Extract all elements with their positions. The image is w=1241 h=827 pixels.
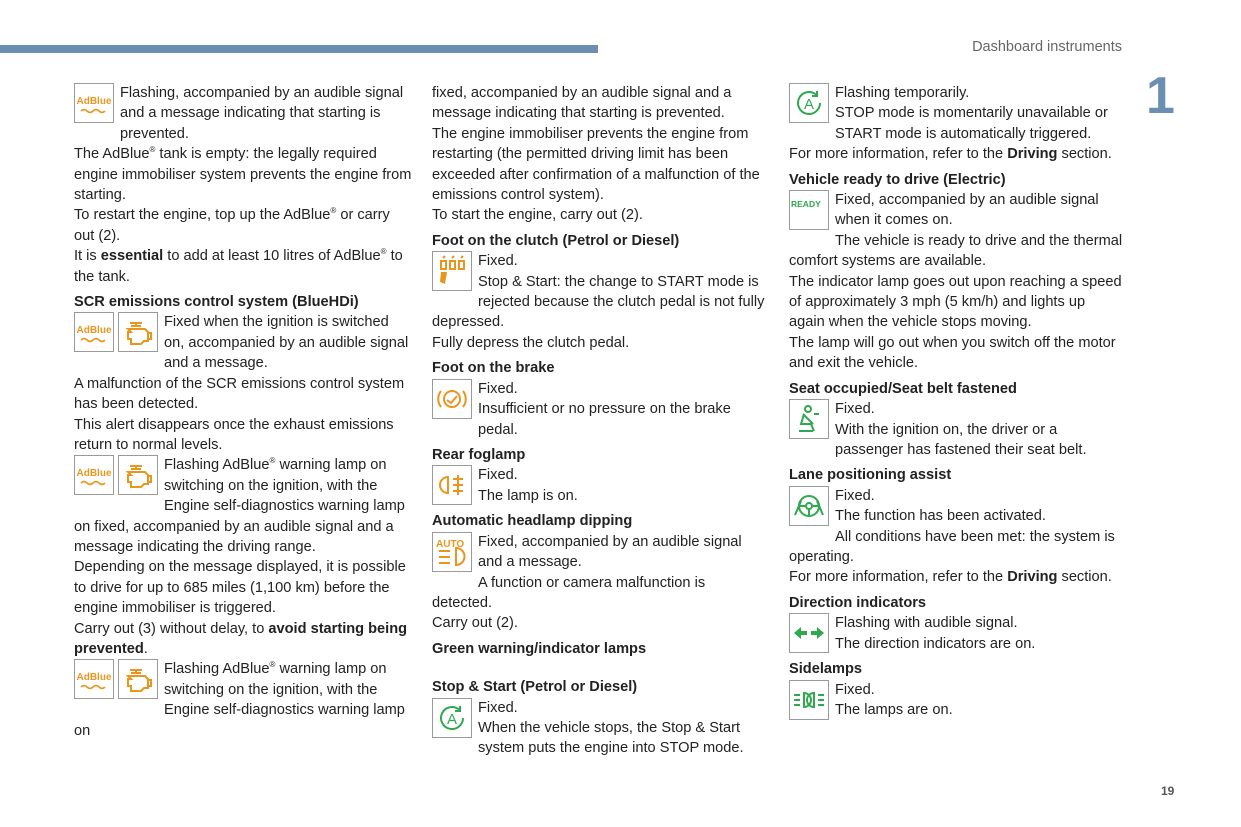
seatbelt-icon <box>789 399 829 439</box>
adblue-flashing-text-2: Depending on the message displayed, it is possible to drive for up to 685 miles (1,100 km) before the engine immobiliser is triggered. <box>74 559 406 617</box>
ready-text-2: The vehicle is ready to drive and the thermal comfort systems are available. <box>789 232 1123 270</box>
foglamp-heading: Rear foglamp <box>432 446 526 463</box>
adblue-flashing-text-1: Flashing AdBlue® warning lamp on switching on the ignition, with the Engine self-diagnostics warning lamp on fixed, accompanied by an audible signal and a message indicating the driving range. <box>74 456 405 555</box>
direction-entry <box>789 613 1124 654</box>
brake-text-2: Insufficient or no pressure on the brake pedal. <box>478 401 731 438</box>
seat-heading: Seat occupied/Seat belt fastened <box>789 380 1017 397</box>
stop-start-heading: Stop & Start (Petrol or Diesel) <box>432 679 638 696</box>
stop-start-icon <box>432 698 472 738</box>
stop-start-text-1: Fixed. <box>478 699 518 716</box>
column-3 <box>789 83 1124 721</box>
sidelamps-icon <box>789 680 829 720</box>
foglamp-entry <box>432 465 767 506</box>
adblue-icon: AdBlue <box>74 312 114 352</box>
auto-dipping-text-3: Carry out (2). <box>432 615 518 632</box>
adblue-empty-text-4: It is essential to add at least 10 litres of AdBlue® to the tank. <box>74 247 403 285</box>
ready-icon: READY <box>789 190 829 230</box>
stop-start-text-2: When the vehicle stops, the Stop & Start system puts the engine into STOP mode. <box>478 719 744 757</box>
lane-assist-icon <box>789 486 829 526</box>
direction-heading: Direction indicators <box>789 594 927 611</box>
engine-icon <box>118 455 158 495</box>
header-accent-bar <box>0 45 598 53</box>
continued-text-3: To start the engine, carry out (2). <box>432 207 643 224</box>
scr-text-2: A malfunction of the SCR emissions control system has been detected. <box>74 375 405 413</box>
scr-text-3: This alert disappears once the exhaust emissions return to normal levels. <box>74 416 394 453</box>
stop-start-flashing-text-3: For more information, refer to the Driving section. <box>789 146 1112 163</box>
lane-text-4: For more information, refer to the Driving section. <box>789 569 1112 586</box>
seat-entry <box>789 399 1124 460</box>
adblue-flashing-2-text-1: Flashing AdBlue® warning lamp on switching on the ignition, with the Engine self-diagnostics warning lamp on <box>74 660 405 739</box>
direction-arrows-icon <box>789 613 829 653</box>
continued-text-2: The engine immobiliser prevents the engine from restarting (the permitted driving limit has been exceeded after confirmation of a malfunction of the emissions control system). <box>432 125 760 204</box>
adblue-icon: AdBlue <box>74 83 114 123</box>
adblue-empty-entry <box>74 83 412 287</box>
auto-dipping-text-2: A function or camera malfunction is detected. <box>432 574 706 611</box>
continued-text-1: fixed, accompanied by an audible signal and a message indicating that starting is prevented. <box>432 85 732 122</box>
ready-heading: Vehicle ready to drive (Electric) <box>789 171 1006 188</box>
sidelamps-heading: Sidelamps <box>789 661 862 678</box>
scr-fixed-entry <box>74 312 412 455</box>
adblue-flashing-text-3: Carry out (3) without delay, to avoid starting being prevented. <box>74 620 408 657</box>
ready-text-1: Fixed, accompanied by an audible signal when it comes on. <box>835 192 1099 229</box>
clutch-text-2: Stop & Start: the change to START mode is rejected because the clutch pedal is not fully depressed. <box>432 273 765 331</box>
stop-start-entry <box>432 698 767 759</box>
foglamp-text-1: Fixed. <box>478 467 518 484</box>
seat-text-2: With the ignition on, the driver or a passenger has fastened their seat belt. <box>835 421 1087 458</box>
rear-foglamp-icon <box>432 465 472 505</box>
chapter-number: 1 <box>1146 67 1175 125</box>
direction-text-2: The direction indicators are on. <box>835 635 1036 652</box>
section-title: Dashboard instruments <box>972 39 1122 55</box>
adblue-icon: AdBlue <box>74 455 114 495</box>
adblue-empty-text-1: Flashing, accompanied by an audible signal and a message indicating that starting is prevented. <box>120 85 404 142</box>
ready-text-3: The indicator lamp goes out upon reaching a speed of approximately 3 mph (5 km/h) and lights up again when the vehicle stops moving. <box>789 273 1122 331</box>
foglamp-text-2: The lamp is on. <box>478 487 578 504</box>
stop-start-flashing-text-1: Flashing temporarily. <box>835 85 970 101</box>
adblue-flashing-entry <box>74 455 412 659</box>
clutch-pedal-icon <box>432 251 472 291</box>
clutch-text-3: Fully depress the clutch pedal. <box>432 334 630 351</box>
svg-text:A: A <box>446 710 458 728</box>
svg-text:A: A <box>803 96 815 113</box>
column-2 <box>432 83 767 759</box>
sidelamps-text-2: The lamps are on. <box>835 701 953 718</box>
clutch-entry <box>432 251 767 353</box>
sidelamps-entry <box>789 680 1124 721</box>
green-lamps-heading: Green warning/indicator lamps <box>432 640 647 657</box>
stop-start-icon <box>789 83 829 123</box>
auto-dipping-entry <box>432 532 767 634</box>
direction-text-1: Flashing with audible signal. <box>835 615 1018 632</box>
ready-text-4: The lamp will go out when you switch off the motor and exit the vehicle. <box>789 334 1116 372</box>
page-number: 19 <box>1161 784 1175 798</box>
engine-icon <box>118 659 158 699</box>
engine-icon <box>118 312 158 352</box>
sidelamps-text-1: Fixed. <box>835 681 875 698</box>
scr-heading: SCR emissions control system (BlueHDi) <box>74 294 359 311</box>
stop-start-flashing-text-2: STOP mode is momentarily unavailable or START mode is automatically triggered. <box>835 105 1108 142</box>
clutch-text-1: Fixed. <box>478 253 518 270</box>
lane-text-2: The function has been activated. <box>835 508 1046 525</box>
auto-dipping-text-1: Fixed, accompanied by an audible signal and a message. <box>478 533 742 571</box>
brake-pedal-icon <box>432 379 472 419</box>
brake-text-1: Fixed. <box>478 380 518 397</box>
adblue-empty-text-3: To restart the engine, top up the AdBlue® or carry out (2). <box>74 206 390 244</box>
brake-heading: Foot on the brake <box>432 360 555 377</box>
lane-text-3: All conditions have been met: the system is operating. <box>789 528 1115 565</box>
lane-text-1: Fixed. <box>835 487 875 504</box>
seat-text-1: Fixed. <box>835 401 875 418</box>
brake-entry <box>432 379 767 440</box>
auto-dipping-heading: Automatic headlamp dipping <box>432 513 633 530</box>
auto-headlamp-icon: AUTO <box>432 532 472 572</box>
adblue-flashing-entry-2 <box>74 659 412 741</box>
lane-entry <box>789 486 1124 588</box>
adblue-empty-text-2: The AdBlue® tank is empty: the legally required engine immobiliser system prevents the engine from starting. <box>74 145 412 204</box>
scr-text-1: Fixed when the ignition is switched on, accompanied by an audible signal and a message. <box>164 314 409 372</box>
ready-entry <box>789 190 1124 374</box>
adblue-icon: AdBlue <box>74 659 114 699</box>
clutch-heading: Foot on the clutch (Petrol or Diesel) <box>432 232 680 249</box>
lane-heading: Lane positioning assist <box>789 467 952 484</box>
stop-start-flashing-entry <box>789 83 1124 165</box>
column-1 <box>74 83 412 741</box>
